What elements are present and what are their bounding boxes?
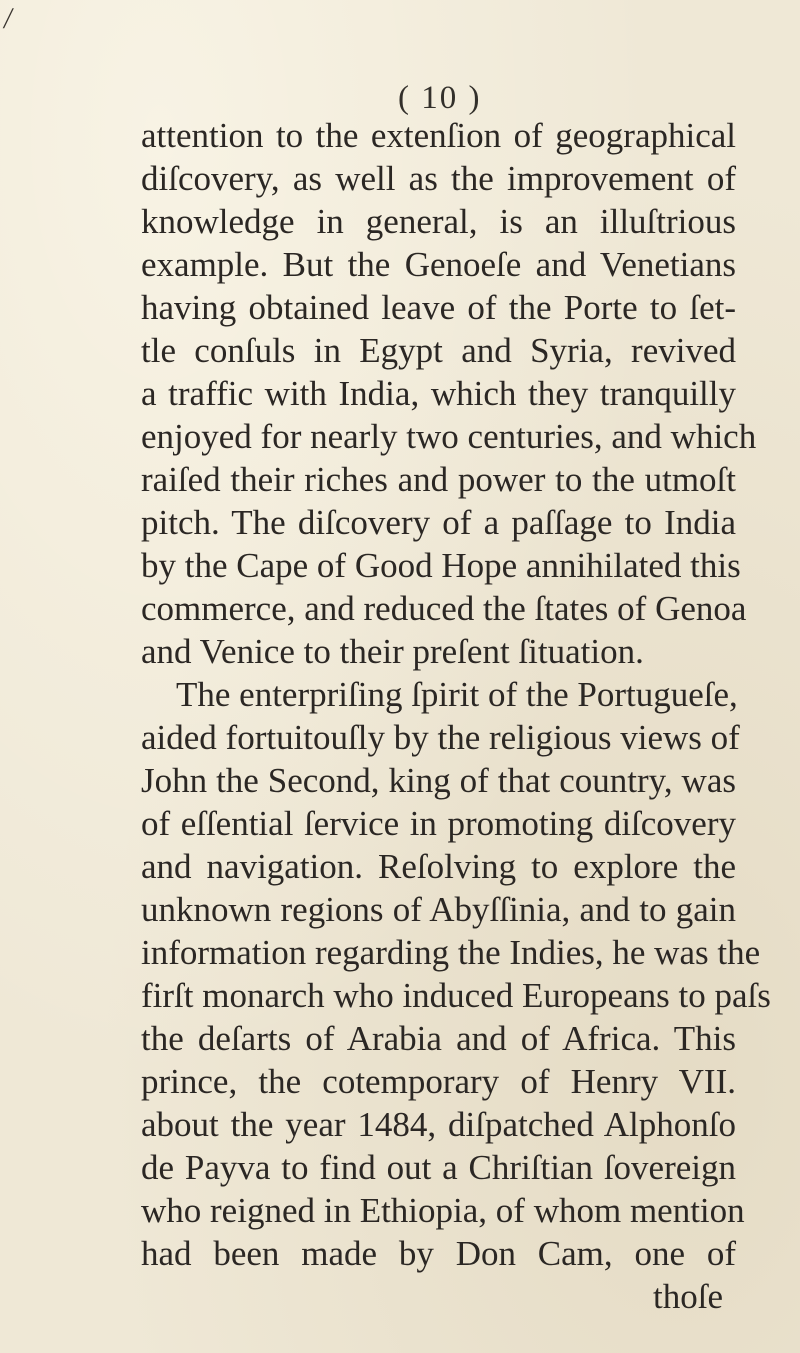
text-line: of eſſential ſervice in promoting diſcovery xyxy=(141,804,736,843)
text-line: who reigned in Ethiopia, of whom mention xyxy=(141,1191,745,1230)
text-line: the deſarts of Arabia and of Africa. This xyxy=(141,1019,736,1058)
text-line: and navigation. Reſolving to explore the xyxy=(141,847,736,886)
text-line: firſt monarch who induced Europeans to paſs xyxy=(141,976,771,1015)
text-line: aided fortuitouſly by the religious views of xyxy=(141,718,740,757)
text-line: diſcovery, as well as the improvement of xyxy=(141,159,736,198)
text-line: information regarding the Indies, he was the xyxy=(141,933,761,972)
text-line: knowledge in general, is an illuſtrious xyxy=(141,202,736,241)
text-line: had been made by Don Cam, one of xyxy=(141,1234,736,1273)
text-line: prince, the cotemporary of Henry VII. xyxy=(141,1062,736,1101)
page-number: ( 10 ) xyxy=(398,80,482,116)
text-line: enjoyed for nearly two centuries, and which xyxy=(141,417,757,456)
text-line: pitch. The diſcovery of a paſſage to India xyxy=(141,503,736,542)
text-line: commerce, and reduced the ſtates of Genoa xyxy=(141,589,747,628)
text-line: raiſed their riches and power to the utmoſt xyxy=(141,460,736,499)
text-line: and Venice to their preſent ſituation. xyxy=(141,632,644,671)
text-line: attention to the extenſion of geographical xyxy=(141,116,736,155)
text-line: tle conſuls in Egypt and Syria, revived xyxy=(141,331,736,370)
text-line: about the year 1484, diſpatched Alphonſo xyxy=(141,1105,736,1144)
text-line: example. But the Genoeſe and Venetians xyxy=(141,245,736,284)
margin-mark: / xyxy=(1,2,15,35)
text-line: The enterpriſing ſpirit of the Portugueſe, xyxy=(176,675,738,714)
text-line: John the Second, king of that country, was xyxy=(141,761,736,800)
catchword: thoſe xyxy=(653,1277,723,1316)
text-line: by the Cape of Good Hope annihilated this xyxy=(141,546,741,585)
text-line: having obtained leave of the Porte to ſet- xyxy=(141,288,736,327)
text-line: unknown regions of Abyſſinia, and to gain xyxy=(141,890,736,929)
text-line: de Payva to find out a Chriſtian ſovereign xyxy=(141,1148,736,1187)
text-line: a traffic with India, which they tranquilly xyxy=(141,374,736,413)
